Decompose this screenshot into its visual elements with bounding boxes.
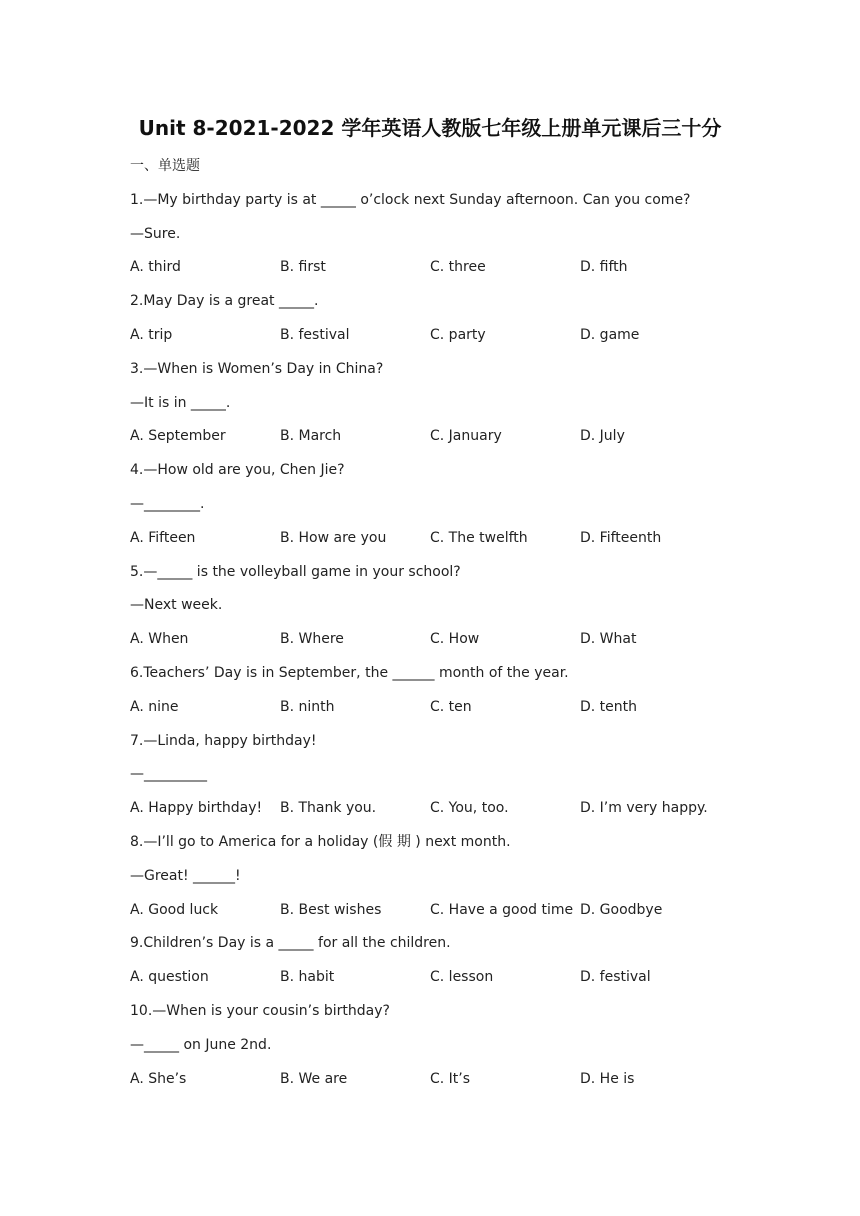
answer-options [130, 255, 750, 289]
answer-option-b: B. How are you [280, 529, 387, 546]
answer-option-b: B. first [280, 259, 326, 276]
answer-option-d: D. I’m very happy. [580, 800, 708, 817]
answer-option-a: A. Good luck [130, 901, 219, 918]
answer-option-a: A. trip [130, 326, 173, 343]
question-stem: 4.—How old are you, Chen Jie? [130, 462, 345, 479]
answer-option-d: D. festival [580, 969, 651, 986]
question-stem: 7.—Linda, happy birthday! [130, 732, 317, 749]
question-item [130, 560, 750, 661]
question-response-line: —_____ on June 2nd. [130, 1036, 272, 1053]
question-response-line: —Sure. [130, 225, 181, 242]
answer-options [130, 627, 750, 661]
answer-option-c: C. The twelfth [430, 529, 528, 546]
answer-option-c: C. lesson [430, 969, 494, 986]
question-stem: 8.—I’ll go to America for a holiday (假 期 ) next month. [130, 833, 511, 850]
answer-options [130, 526, 750, 560]
answer-options [130, 796, 750, 830]
page-title: Unit 8-2021-2022 学年英语人教版七年级上册单元课后三十分 [138, 116, 722, 140]
question-stem: 3.—When is Women’s Day in China? [130, 360, 384, 377]
question-stem: 2.May Day is a great _____. [130, 293, 319, 310]
answer-option-b: B. We are [280, 1070, 348, 1087]
answer-option-c: C. It’s [430, 1070, 471, 1087]
question-stem: 5.—_____ is the volleyball game in your school? [130, 563, 461, 580]
answer-option-c: C. ten [430, 698, 472, 715]
question-response-line: —Next week. [130, 597, 223, 614]
answer-options [130, 1067, 750, 1101]
answer-option-c: C. January [430, 428, 502, 445]
question-response-line: —________. [130, 495, 205, 512]
answer-option-b: B. ninth [280, 698, 335, 715]
answer-option-d: D. He is [580, 1070, 635, 1087]
question-stem: 10.—When is your cousin’s birthday? [130, 1002, 390, 1019]
answer-option-b: B. Where [280, 631, 344, 648]
answer-options [130, 424, 750, 458]
answer-option-b: B. habit [280, 969, 335, 986]
question-item [130, 661, 750, 729]
questions-container [130, 188, 750, 1101]
answer-option-d: D. tenth [580, 698, 638, 715]
answer-option-d: D. July [580, 428, 625, 445]
answer-option-c: C. party [430, 326, 486, 343]
answer-option-a: A. Happy birthday! [130, 800, 263, 817]
answer-option-d: D. Fifteenth [580, 529, 662, 546]
question-stem: 9.Children’s Day is a _____ for all the children. [130, 935, 451, 952]
answer-option-d: D. Goodbye [580, 901, 663, 918]
answer-option-a: A. question [130, 969, 209, 986]
answer-option-b: B. Best wishes [280, 901, 382, 918]
question-stem: 6.Teachers’ Day is in September, the ______ month of the year. [130, 664, 569, 681]
answer-option-d: D. game [580, 326, 640, 343]
question-list [130, 154, 750, 1100]
question-item [130, 999, 750, 1100]
answer-option-d: D. fifth [580, 259, 628, 276]
question-item [130, 830, 750, 931]
answer-option-a: A. third [130, 259, 181, 276]
answer-options [130, 323, 750, 357]
question-item [130, 458, 750, 559]
question-stem: 1.—My birthday party is at _____ o’clock next Sunday afternoon. Can you come? [130, 191, 691, 208]
question-response-line: —_________ [130, 766, 207, 783]
question-item [130, 289, 750, 357]
answer-option-b: B. March [280, 428, 342, 445]
question-item [130, 931, 750, 999]
answer-option-d: D. What [580, 631, 637, 648]
question-response-line: —Great! ______! [130, 867, 241, 884]
question-item [130, 729, 750, 830]
answer-option-a: A. September [130, 428, 226, 445]
answer-options [130, 965, 750, 999]
question-item [130, 357, 750, 458]
answer-option-a: A. Fifteen [130, 529, 196, 546]
section-heading: 一、单选题 [130, 158, 200, 174]
answer-option-a: A. She’s [130, 1070, 187, 1087]
question-item [130, 188, 750, 289]
answer-options [130, 898, 750, 932]
answer-option-b: B. festival [280, 326, 350, 343]
question-response-line: —It is in _____. [130, 394, 231, 411]
answer-options [130, 695, 750, 729]
answer-option-c: C. How [430, 631, 480, 648]
answer-option-c: C. three [430, 259, 486, 276]
answer-option-a: A. When [130, 631, 189, 648]
answer-option-b: B. Thank you. [280, 800, 377, 817]
answer-option-c: C. Have a good time [430, 901, 574, 918]
answer-option-a: A. nine [130, 698, 179, 715]
answer-option-c: C. You, too. [430, 800, 509, 817]
